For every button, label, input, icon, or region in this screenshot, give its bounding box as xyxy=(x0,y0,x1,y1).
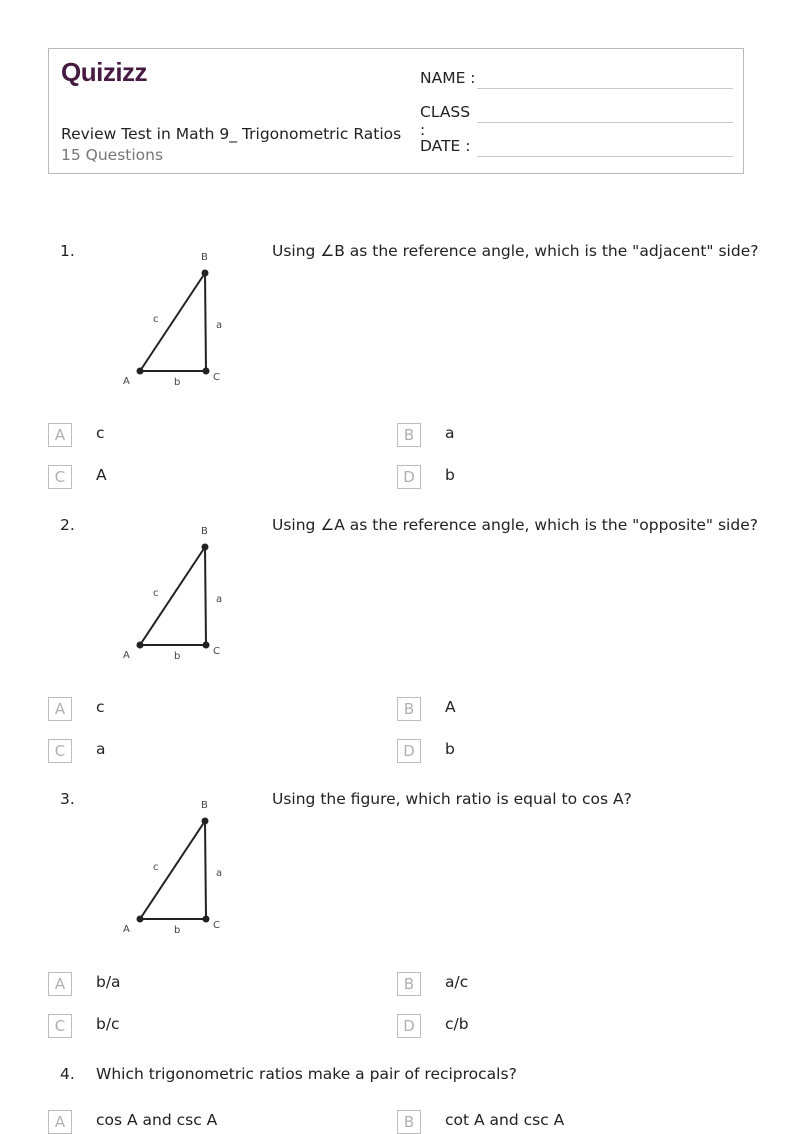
question-number: 2. xyxy=(60,516,75,534)
svg-text:A: A xyxy=(123,376,130,387)
svg-text:B: B xyxy=(201,526,208,537)
option-text: c/b xyxy=(445,1015,469,1033)
svg-text:c: c xyxy=(153,588,159,599)
option-text: c xyxy=(96,698,105,716)
option-text: A xyxy=(445,698,456,716)
svg-text:b: b xyxy=(174,377,181,388)
svg-text:A: A xyxy=(123,924,130,935)
name-line[interactable] xyxy=(477,88,733,89)
class-field[interactable] xyxy=(420,103,476,139)
option-letter: D xyxy=(397,465,421,489)
svg-text:c: c xyxy=(153,862,159,873)
worksheet-header xyxy=(48,48,744,174)
option-letter: A xyxy=(48,697,72,721)
option-text: c xyxy=(96,424,105,442)
option-text: A xyxy=(96,466,107,484)
option-letter: B xyxy=(397,972,421,996)
option-letter: D xyxy=(397,1014,421,1038)
option-text: a/c xyxy=(445,973,469,991)
option-letter: C xyxy=(48,465,72,489)
name-field[interactable] xyxy=(420,69,476,87)
option-letter: A xyxy=(48,1110,72,1134)
quizizz-logo: Quizizz xyxy=(61,57,148,87)
right-triangle-figure xyxy=(115,250,235,390)
date-line[interactable] xyxy=(477,156,733,157)
option-letter: B xyxy=(397,423,421,447)
question-number: 4. xyxy=(60,1065,75,1083)
right-triangle-figure xyxy=(115,798,235,938)
option-letter: B xyxy=(397,1110,421,1134)
option-letter: B xyxy=(397,697,421,721)
svg-text:b: b xyxy=(174,925,181,936)
option-text: b xyxy=(445,466,455,484)
option-text: b xyxy=(445,740,455,758)
name-label: NAME : xyxy=(420,69,476,87)
option-letter: C xyxy=(48,1014,72,1038)
class-label: CLASS : xyxy=(420,103,471,139)
option-letter: A xyxy=(48,423,72,447)
svg-text:C: C xyxy=(213,920,220,931)
date-field[interactable] xyxy=(420,137,476,155)
worksheet-title: Review Test in Math 9_ Trigonometric Ratios xyxy=(61,125,402,143)
svg-text:a: a xyxy=(216,320,223,331)
right-triangle-figure xyxy=(115,524,235,664)
class-line[interactable] xyxy=(477,122,733,123)
svg-text:B: B xyxy=(201,252,208,263)
option-text: cos A and csc A xyxy=(96,1111,218,1129)
svg-text:a: a xyxy=(216,594,223,605)
option-letter: C xyxy=(48,739,72,763)
question-count: 15 Questions xyxy=(61,146,164,164)
option-letter: D xyxy=(397,739,421,763)
question-number: 3. xyxy=(60,790,75,808)
question-text: Which trigonometric ratios make a pair of reciprocals? xyxy=(96,1065,517,1083)
question-number: 1. xyxy=(60,242,75,260)
option-text: a xyxy=(96,740,106,758)
svg-text:C: C xyxy=(213,646,220,657)
option-text: b/a xyxy=(96,973,121,991)
date-label: DATE : xyxy=(420,137,471,155)
svg-text:a: a xyxy=(216,868,223,879)
svg-text:C: C xyxy=(213,372,220,383)
svg-text:B: B xyxy=(201,800,208,811)
svg-text:c: c xyxy=(153,314,159,325)
option-text: b/c xyxy=(96,1015,120,1033)
question-text: Using the figure, which ratio is equal to cos A? xyxy=(272,790,632,808)
option-text: a xyxy=(445,424,455,442)
question-text: Using ∠B as the reference angle, which is the "adjacent" side? xyxy=(272,242,759,260)
svg-text:A: A xyxy=(123,650,130,661)
question-text: Using ∠A as the reference angle, which is the "opposite" side? xyxy=(272,516,758,534)
svg-text:b: b xyxy=(174,651,181,662)
option-text: cot A and csc A xyxy=(445,1111,565,1129)
option-letter: A xyxy=(48,972,72,996)
